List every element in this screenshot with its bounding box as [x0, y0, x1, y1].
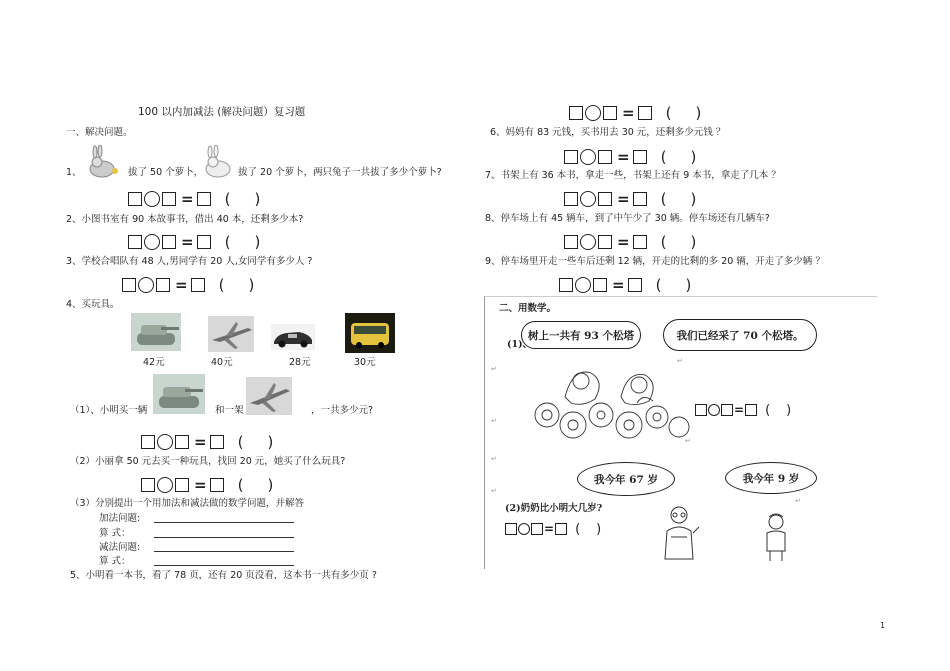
- bus-image: [345, 313, 395, 353]
- blank-box[interactable]: [603, 106, 617, 120]
- blank-box[interactable]: [559, 278, 573, 292]
- question-3: 3、学校合唱队有 48 人,男同学有 20 人,女同学有多少人 ?: [66, 256, 313, 267]
- price-bus: 30元: [354, 357, 376, 368]
- price-car: 28元: [289, 357, 311, 368]
- blank-box[interactable]: [564, 235, 578, 249]
- blank-box[interactable]: [162, 235, 176, 249]
- fighter-jet-image-small: [246, 377, 292, 415]
- blank-box[interactable]: [564, 192, 578, 206]
- grandma-illustration: [657, 503, 701, 563]
- blank-box[interactable]: [210, 478, 224, 492]
- question-7: 7、书架上有 36 本书，拿走一些，书架上还有 9 本书，拿走了几本 ？: [485, 170, 781, 181]
- q4-1-text-a: （1）、小明买一辆: [70, 405, 148, 416]
- blank-box[interactable]: [745, 404, 757, 416]
- speech-bubble-grandma: 我今年 67 岁: [577, 462, 675, 496]
- speech-bubble-1: 树上一共有 93 个松塔: [521, 321, 641, 349]
- tank-image-small: [153, 374, 205, 414]
- operator-circle[interactable]: [575, 277, 591, 293]
- blank-box[interactable]: [128, 192, 142, 206]
- blank-box[interactable]: [505, 523, 517, 535]
- formula-label-1: 算 式：: [99, 528, 131, 539]
- q4-1-text-c: ，一共多少元?: [311, 405, 374, 416]
- blank-box[interactable]: [128, 235, 142, 249]
- question-4-3: （3）分别提出一个用加法和减法做的数学问题，并解答: [70, 498, 305, 509]
- price-jet: 40元: [211, 357, 233, 368]
- blank-box[interactable]: [531, 523, 543, 535]
- answer-equation-4-2: = ( ): [141, 475, 273, 495]
- blank-box[interactable]: [555, 523, 567, 535]
- answer-equation-2: = ( ): [128, 232, 260, 252]
- blank-box[interactable]: [141, 435, 155, 449]
- question-8: 8、停车场上有 45 辆车，到了中午少了 30 辆。停车场还有几辆车?: [485, 213, 770, 224]
- answer-equation-7: = ( ): [564, 189, 696, 209]
- blank-box[interactable]: [638, 106, 652, 120]
- blank-box[interactable]: [695, 404, 707, 416]
- formula-line-2[interactable]: [154, 565, 294, 566]
- blank-box[interactable]: [122, 278, 136, 292]
- blank-box[interactable]: [210, 435, 224, 449]
- formula-label-2: 算 式：: [99, 556, 131, 567]
- page-title: 100 以内加减法 (解决问题）复习题: [138, 106, 306, 118]
- answer-equation-1: = ( ): [128, 189, 260, 209]
- price-tank: 42元: [143, 357, 165, 368]
- addition-question-label: 加法问题:: [99, 513, 141, 524]
- operator-circle[interactable]: [138, 277, 154, 293]
- speech-bubble-xiaoming: 我今年 9 岁: [725, 462, 817, 494]
- section-heading-1: 一、解决问题。: [66, 127, 133, 138]
- operator-circle[interactable]: [518, 523, 530, 535]
- question-9: 9、停车场里开走一些车后还剩 12 辆，开走的比剩的多 20 辆，开走了多少辆 ？: [485, 256, 825, 267]
- blank-box[interactable]: [191, 278, 205, 292]
- tank-image: [131, 313, 181, 351]
- subtraction-question-line[interactable]: [154, 551, 294, 552]
- sub-question-2: (2)奶奶比小明大几岁?: [505, 503, 603, 514]
- blank-box[interactable]: [197, 235, 211, 249]
- use-math-panel: 二、用数学。 树上一共有 93 个松塔 我们已经采了 70 个松塔。 (1)、 = ( ) 我今年 67 岁 我今年 9 岁 (2)奶奶比小明大几岁? = ( ) ↵ ↵ ↵ ↵ ↵ ↵ ↵: [484, 296, 877, 569]
- blank-box[interactable]: [628, 278, 642, 292]
- answer-equation-6: = ( ): [564, 147, 696, 167]
- fighter-jet-image: [208, 316, 254, 352]
- rabbit-image-2: [198, 145, 236, 179]
- blank-box[interactable]: [598, 235, 612, 249]
- xiaoming-illustration: [761, 511, 791, 563]
- blank-box[interactable]: [141, 478, 155, 492]
- blank-box[interactable]: [569, 106, 583, 120]
- operator-circle[interactable]: [580, 191, 596, 207]
- squirrels-flowers-illustration: [525, 353, 695, 445]
- blank-box[interactable]: [197, 192, 211, 206]
- question-4-2: （2）小丽拿 50 元去买一种玩具，找回 20 元，她买了什么玩具?: [70, 456, 346, 467]
- question-6: 6、妈妈有 83 元钱，买书用去 30 元，还剩多少元钱 ？: [490, 127, 726, 138]
- blank-box[interactable]: [564, 150, 578, 164]
- blank-box[interactable]: [598, 192, 612, 206]
- formula-line-1[interactable]: [154, 537, 294, 538]
- q4-1-text-b: 和一架: [215, 405, 244, 416]
- q1-text-a: 拔了 50 个萝卜，: [128, 167, 204, 178]
- operator-circle[interactable]: [144, 191, 160, 207]
- speech-bubble-2: 我们已经采了 70 个松塔。: [663, 319, 817, 351]
- addition-question-line[interactable]: [154, 522, 294, 523]
- question-4: 4、买玩具。: [66, 299, 120, 310]
- page-number: 1: [880, 621, 886, 630]
- blank-box[interactable]: [162, 192, 176, 206]
- answer-equation-4-1: = ( ): [141, 432, 273, 452]
- blank-box[interactable]: [633, 192, 647, 206]
- panel-equation-2: = ( ): [505, 521, 601, 537]
- operator-circle[interactable]: [144, 234, 160, 250]
- blank-box[interactable]: [598, 150, 612, 164]
- answer-equation-5: = ( ): [569, 103, 701, 123]
- panel-equation-1: = ( ): [695, 402, 791, 418]
- question-5: 5、小明看一本书，看了 78 页，还有 20 页没看，这本书一共有多少页 ?: [70, 570, 377, 581]
- q1-text-b: 拔了 20 个萝卜，两只兔子一共拔了多少个萝卜?: [238, 167, 442, 178]
- answer-equation-8: = ( ): [564, 232, 696, 252]
- car-image: [271, 324, 315, 350]
- operator-circle[interactable]: [157, 434, 173, 450]
- subtraction-question-label: 减法问题:: [99, 542, 141, 553]
- blank-box[interactable]: [175, 435, 189, 449]
- blank-box[interactable]: [156, 278, 170, 292]
- blank-box[interactable]: [593, 278, 607, 292]
- question-2: 2、小图书室有 90 本故事书，借出 40 本，还剩多少本?: [66, 214, 304, 225]
- operator-circle[interactable]: [585, 105, 601, 121]
- q1-number: 1、: [66, 167, 82, 178]
- blank-box[interactable]: [633, 150, 647, 164]
- rabbit-image-1: [84, 145, 120, 179]
- answer-equation-9: = ( ): [559, 275, 691, 295]
- panel-heading: 二、用数学。: [499, 303, 557, 314]
- answer-equation-3: = ( ): [122, 275, 254, 295]
- sub-question-1-label: (1)、: [507, 339, 533, 350]
- operator-circle[interactable]: [157, 477, 173, 493]
- blank-box[interactable]: [175, 478, 189, 492]
- operator-circle[interactable]: [580, 234, 596, 250]
- blank-box[interactable]: [721, 404, 733, 416]
- operator-circle[interactable]: [580, 149, 596, 165]
- blank-box[interactable]: [633, 235, 647, 249]
- operator-circle[interactable]: [708, 404, 720, 416]
